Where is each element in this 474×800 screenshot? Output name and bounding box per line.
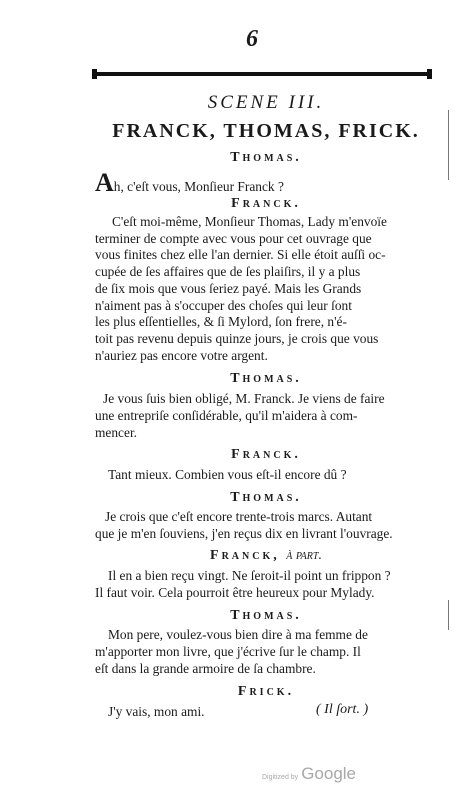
speaker-name: Franck. — [231, 447, 301, 462]
dialogue-line — [95, 332, 431, 345]
dialogue-line — [95, 409, 431, 422]
dialogue-text: Il en a bien reçu vingt. Ne ſeroit-il point un frippon ? — [108, 568, 391, 583]
drop-cap: A — [95, 168, 114, 197]
dialogue-line — [95, 265, 431, 278]
speaker-thomas — [80, 371, 452, 387]
speaker-name: Thomas. — [230, 150, 302, 165]
watermark-prefix: Digitized by — [262, 774, 299, 781]
dialogue-text: n'auriez pas encore votre argent. — [95, 348, 268, 363]
dialogue-text: que je m'en ſouviens, j'en reçus dix en livrant l'ouvrage. — [95, 526, 393, 541]
speaker-name: Thomas. — [230, 490, 302, 505]
dialogue-text: Je vous ſuis bien obligé, M. Franck. Je viens de faire — [103, 391, 385, 406]
scene-title: SCENE III. — [207, 92, 325, 113]
speaker-thomas — [80, 608, 452, 624]
dialogue-line — [103, 392, 439, 405]
speaker-thomas — [80, 150, 452, 166]
dialogue-text: cupée de ſes affaires que de ſes plaiſirs, il y a plus — [95, 264, 361, 279]
dialogue-line — [95, 527, 431, 540]
dialogue-text: mencer. — [95, 425, 138, 440]
dialogue-line — [95, 662, 431, 675]
dialogue-text: C'eſt moi-même, Monſieur Thomas, Lady m'envoïe — [112, 214, 387, 229]
dialogue-line — [95, 645, 431, 658]
dialogue-text: Mon pere, voulez-vous bien dire à ma femme de — [108, 627, 368, 642]
speaker-name: Franck, — [210, 548, 280, 563]
watermark-brand: Google — [301, 764, 357, 783]
dialogue-line — [108, 569, 444, 582]
dialogue-text — [95, 168, 284, 197]
stage-direction: à part. — [286, 548, 322, 563]
dialogue-text: vous finites chez elle l'an dernier. Si elle étoit auſſi oc- — [95, 247, 386, 262]
page-edge-line — [448, 110, 449, 180]
dialogue-line — [108, 628, 444, 641]
dialogue-line — [112, 215, 448, 228]
header-rule — [92, 72, 432, 76]
dialogue-line — [95, 170, 431, 196]
speaker-name: Thomas. — [230, 371, 302, 386]
page-edge-line — [448, 600, 449, 630]
speaker-name: Frick. — [237, 684, 295, 699]
speaker-franck — [80, 447, 452, 463]
speaker-frick — [80, 684, 452, 700]
dialogue-line — [95, 426, 431, 439]
dialogue-text: une entrepriſe conſidérable, qu'il m'aidera à com- — [95, 408, 358, 423]
dialogue-text: toit pas revenu depuis quinze jours, je crois que vous — [95, 331, 379, 346]
speaker-franck-aside — [80, 548, 452, 564]
dialogue-text: Il faut voir. Cela pourroit être heureux pour Mylady. — [95, 585, 375, 600]
dialogue-text: Tant mieux. Combien vous eſt-il encore dû ? — [108, 467, 347, 482]
google-watermark — [262, 764, 356, 784]
speaker-thomas — [80, 490, 452, 506]
dialogue-text: n'aiment pas à s'occuper des choſes qui leur ſont — [95, 298, 352, 313]
dialogue-text: de ſix mois que vous ſeriez payé. Mais les Grands — [95, 281, 362, 296]
dialogue-text: J'y vais, mon ami. — [108, 704, 205, 719]
dialogue-line — [95, 248, 431, 261]
dialogue-text: les plus eſſentielles, & ſi Mylord, ſon frere, n'é- — [95, 314, 347, 329]
dialogue-line — [108, 468, 444, 481]
dialogue-line — [95, 349, 431, 362]
exit-note: ( Il ſort. ) — [316, 702, 369, 717]
dialogue-line — [95, 282, 431, 295]
dialogue-text: terminer de compte avec vous pour cet ouvrage que — [95, 231, 372, 246]
speaker-name: Thomas. — [230, 608, 302, 623]
dialogue-line — [95, 586, 431, 599]
dialogue-text: m'apporter mon livre, que j'écrive ſur le champ. Il — [95, 644, 361, 659]
page-number: 6 — [246, 26, 258, 52]
dialogue-text: eſt dans la grande armoire de ſa chambre. — [95, 661, 316, 676]
characters-line: FRANCK, THOMAS, FRICK. — [112, 120, 420, 142]
speaker-name: Franck. — [231, 196, 301, 211]
dialogue-line — [105, 510, 441, 523]
dialogue-line — [95, 315, 431, 328]
speaker-franck — [80, 196, 452, 212]
dialogue-text-rest: h, c'eſt vous, Monſieur Franck ? — [113, 179, 284, 194]
dialogue-line — [95, 299, 431, 312]
dialogue-line — [95, 232, 431, 245]
dialogue-text: Je crois que c'eſt encore trente-trois marcs. Autant — [105, 509, 373, 524]
